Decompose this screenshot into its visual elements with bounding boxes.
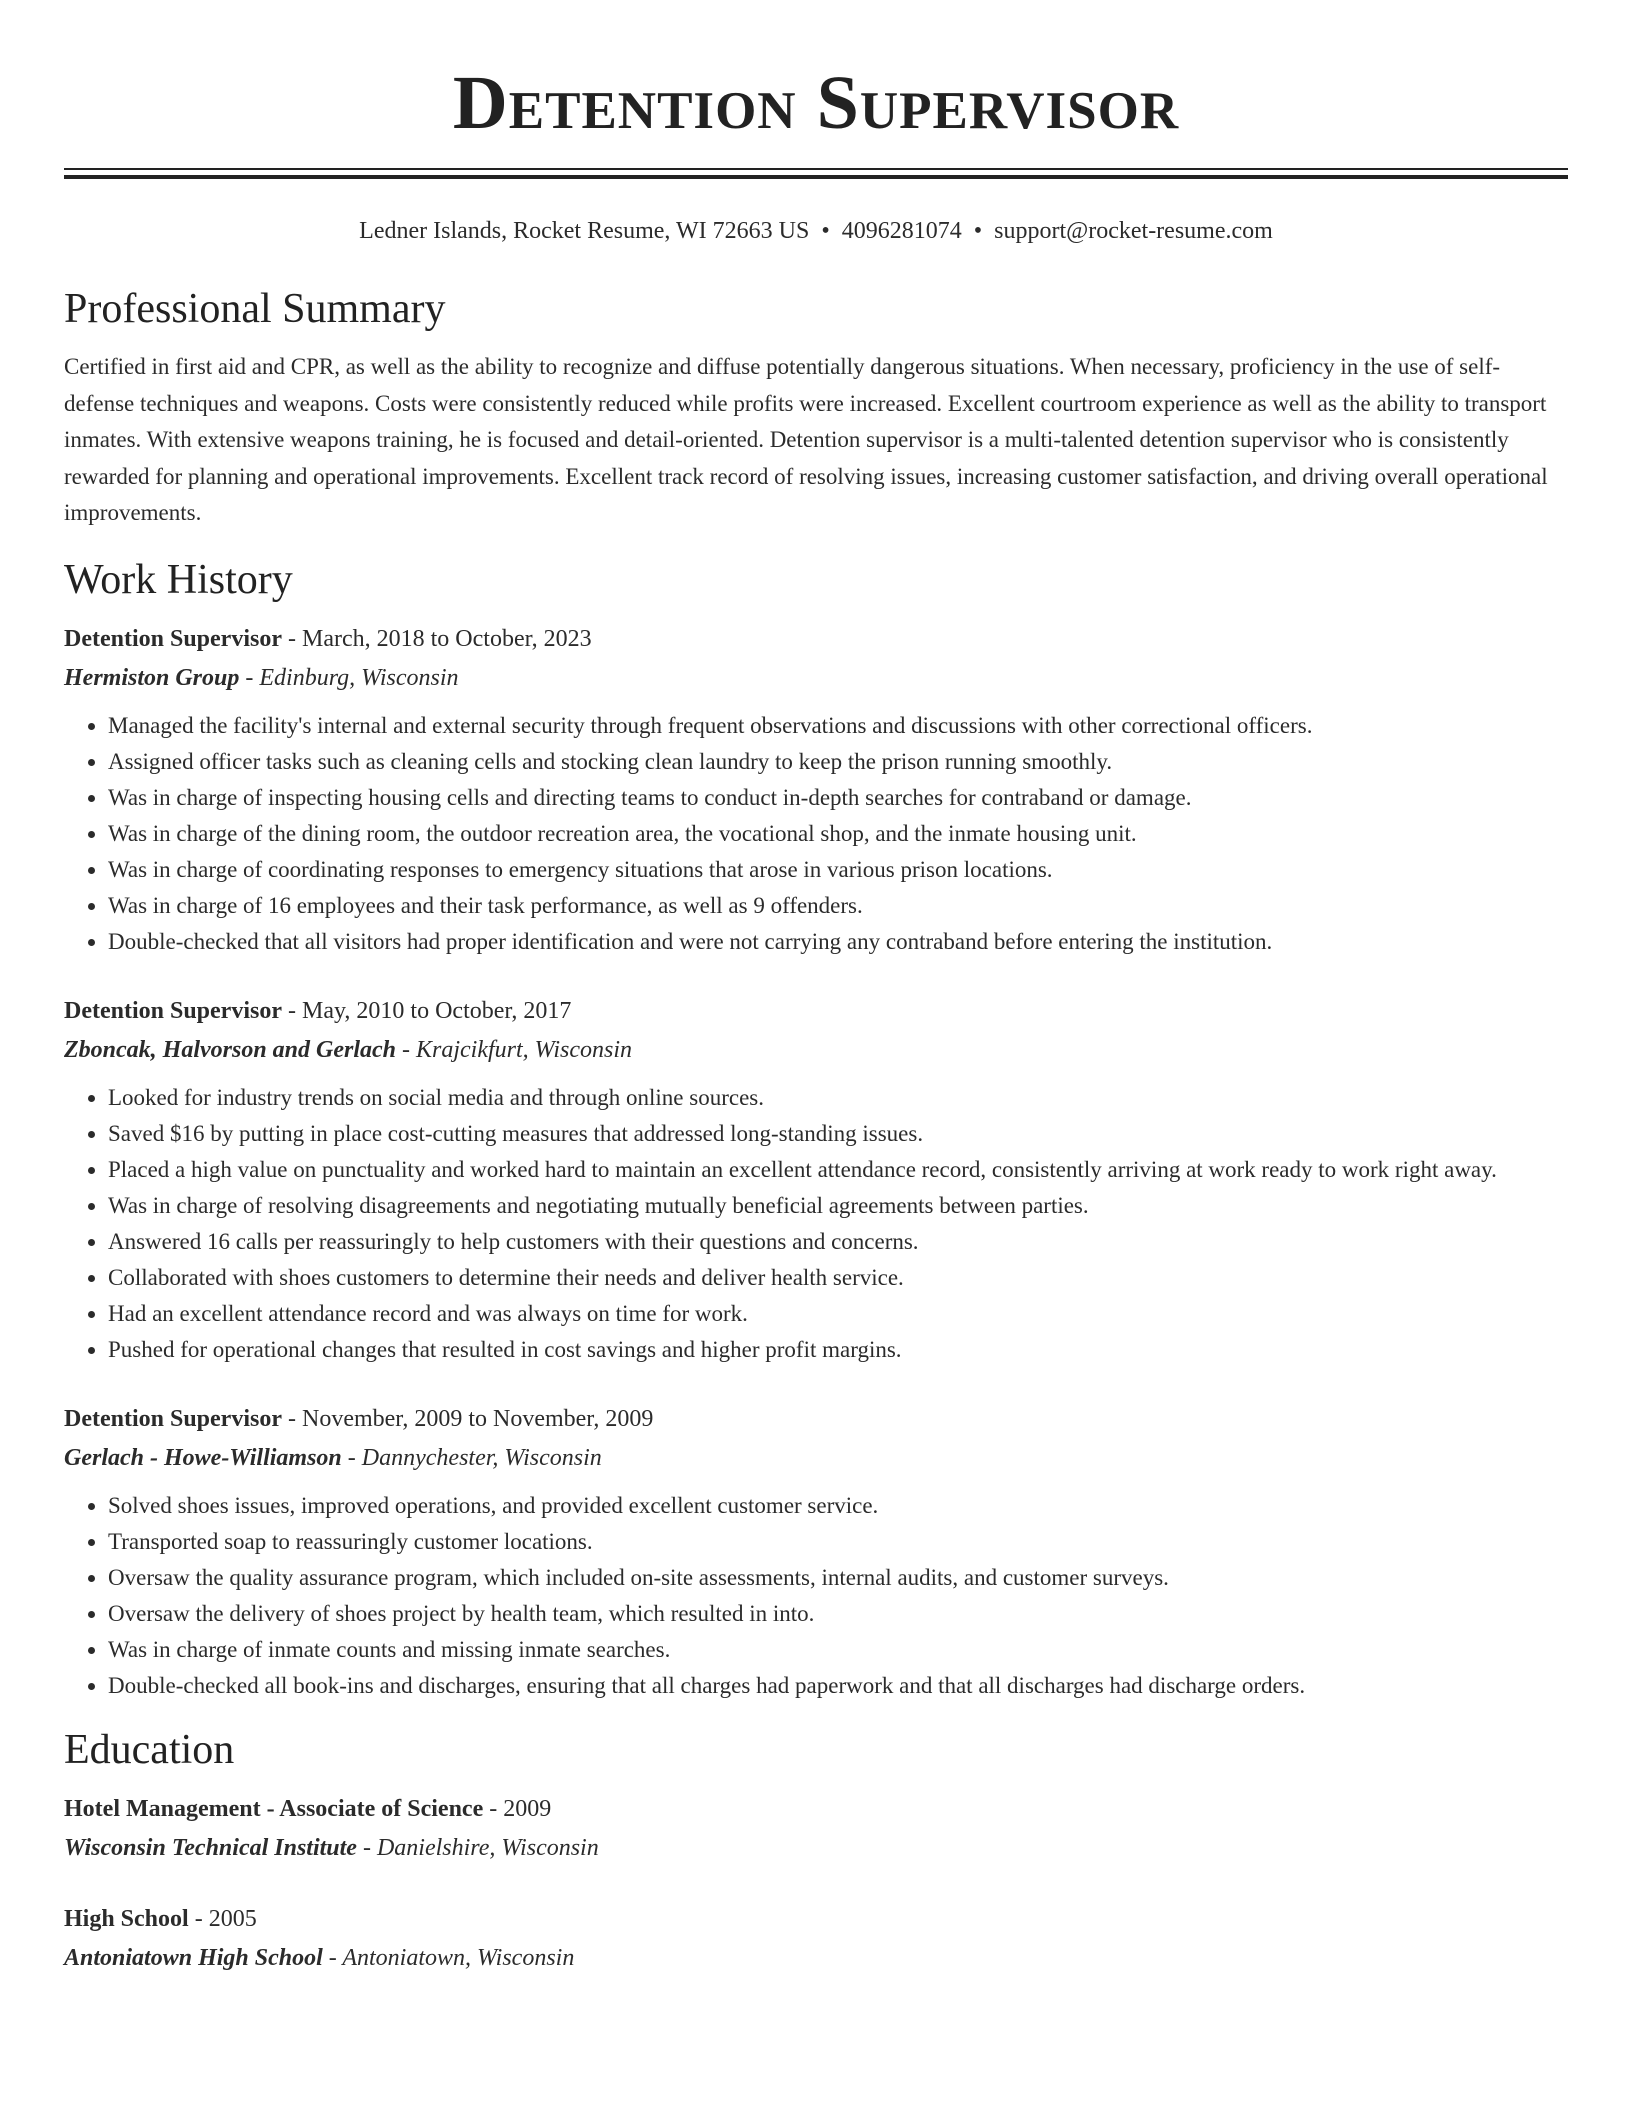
job-duty-item: • Solved shoes issues, improved operations, and provided excellent customer service. xyxy=(108,1488,1568,1524)
job-duty-item: • Oversaw the quality assurance program, which included on-site assessments, internal audits, and customer surveys. xyxy=(108,1560,1568,1596)
education-list xyxy=(64,1790,1568,1978)
summary-text: Certified in first aid and CPR, as well as the ability to recognize and diffuse potentially dangerous situations. When necessary, proficiency in the use of self-defense techniques and weapons. Costs were consistently reduced while profits were increased. Excellent courtroom experience as well as the ability to transport inmates. With extensive weapons training, he is focused and detail-oriented. Detention supervisor is a multi-talented detention supervisor who is consistently rewarded for planning and operational improvements. Excellent track record of resolving issues, increasing customer satisfaction, and driving overall operational improvements. xyxy=(64,354,1548,525)
education-school: Antoniatown High School xyxy=(64,1944,323,1971)
education-degree: Hotel Management - Associate of Science xyxy=(64,1795,484,1822)
contact-separator: • xyxy=(821,218,830,244)
contact-separator: • xyxy=(973,218,983,244)
job-entry xyxy=(64,992,1568,1368)
work-history-list xyxy=(64,620,1568,1704)
education-location: - Danielshire, Wisconsin xyxy=(356,1834,599,1861)
education-heading: Education xyxy=(64,1726,235,1773)
job-duty-item: • Answered 16 calls per reassuringly to help customers with their questions and concerns. xyxy=(108,1224,1568,1260)
education-year: - 2005 xyxy=(188,1905,257,1932)
job-dates: - May, 2010 to October, 2017 xyxy=(282,997,572,1024)
job-header xyxy=(64,620,1568,658)
contact-phone: 4096281074 xyxy=(841,218,962,244)
job-duty-item: • Assigned officer tasks such as cleaning cells and stocking clean laundry to keep the prison running smoothly. xyxy=(108,744,1568,780)
job-company-line xyxy=(64,1438,1568,1478)
job-duty-item: • Was in charge of 16 employees and their task performance, as well as 9 offenders. xyxy=(108,888,1568,924)
job-header xyxy=(64,992,1568,1030)
job-entry xyxy=(64,1400,1568,1704)
education-entry xyxy=(64,1790,1568,1868)
job-company: Hermiston Group xyxy=(64,664,240,691)
contact-email: support@rocket-resume.com xyxy=(994,218,1273,244)
job-duty-item: • Was in charge of inspecting housing cells and directing teams to conduct in-depth searches for contraband or damage. xyxy=(108,780,1568,816)
job-role: Detention Supervisor xyxy=(64,625,282,652)
candidate-name: Detention Supervisor xyxy=(452,61,1180,145)
education-school-line xyxy=(64,1938,1568,1978)
job-duties-list xyxy=(64,1080,1568,1368)
job-duty-item: • Oversaw the delivery of shoes project by health team, which resulted in into. xyxy=(108,1596,1568,1632)
job-duty-item: • Saved $16 by putting in place cost-cutting measures that addressed long-standing issues. xyxy=(108,1116,1568,1152)
header-rule-thick xyxy=(64,175,1568,179)
job-role: Detention Supervisor xyxy=(64,1405,282,1432)
job-dates: - November, 2009 to November, 2009 xyxy=(282,1405,654,1432)
job-role: Detention Supervisor xyxy=(64,997,282,1024)
job-duty-item: • Placed a high value on punctuality and worked hard to maintain an excellent attendance record, consistently arriving at work ready to work right away. xyxy=(108,1152,1568,1188)
job-location: - Dannychester, Wisconsin xyxy=(341,1444,602,1471)
job-duty-item: • Managed the facility's internal and external security through frequent observations and discussions with other correctional officers. xyxy=(108,708,1568,744)
education-school: Wisconsin Technical Institute xyxy=(64,1834,357,1861)
job-dates: - March, 2018 to October, 2023 xyxy=(282,625,592,652)
education-degree: High School xyxy=(64,1905,189,1932)
work-history-heading: Work History xyxy=(64,556,293,603)
contact-address: Ledner Islands, Rocket Resume, WI 72663 US xyxy=(359,218,810,244)
job-company-line xyxy=(64,1030,1568,1070)
education-degree-line xyxy=(64,1900,1568,1938)
job-location: - Edinburg, Wisconsin xyxy=(239,664,459,691)
job-duty-item: • Double-checked that all visitors had proper identification and were not carrying any contraband before entering the institution. xyxy=(108,924,1568,960)
education-location: - Antoniatown, Wisconsin xyxy=(322,1944,575,1971)
job-company: Gerlach - Howe-Williamson xyxy=(64,1444,342,1471)
job-duty-item: • Looked for industry trends on social media and through online sources. xyxy=(108,1080,1568,1116)
job-company-line xyxy=(64,658,1568,698)
job-duty-item: • Was in charge of coordinating responses to emergency situations that arose in various prison locations. xyxy=(108,852,1568,888)
job-duty-item: • Had an excellent attendance record and was always on time for work. xyxy=(108,1296,1568,1332)
job-duty-item: • Was in charge of the dining room, the outdoor recreation area, the vocational shop, and the inmate housing unit. xyxy=(108,816,1568,852)
summary-heading: Professional Summary xyxy=(64,286,446,332)
job-duties-list xyxy=(64,708,1568,960)
contact-line xyxy=(64,215,1568,247)
job-duty-item: • Was in charge of inmate counts and missing inmate searches. xyxy=(108,1632,1568,1668)
education-year: - 2009 xyxy=(483,1795,552,1822)
job-duty-item: • Was in charge of resolving disagreements and negotiating mutually beneficial agreements between parties. xyxy=(108,1188,1568,1224)
job-duty-item: • Transported soap to reassuringly customer locations. xyxy=(108,1524,1568,1560)
education-degree-line xyxy=(64,1790,1568,1828)
job-duty-item: • Collaborated with shoes customers to determine their needs and deliver health service. xyxy=(108,1260,1568,1296)
education-school-line xyxy=(64,1828,1568,1868)
job-duties-list xyxy=(64,1488,1568,1704)
job-company: Zboncak, Halvorson and Gerlach xyxy=(64,1036,397,1063)
job-duty-item: • Double-checked all book-ins and discharges, ensuring that all charges had paperwork and that all discharges had discharge orders. xyxy=(108,1668,1568,1704)
job-location: - Krajcikfurt, Wisconsin xyxy=(396,1036,633,1063)
job-entry xyxy=(64,620,1568,960)
job-duty-item: • Pushed for operational changes that resulted in cost savings and higher profit margins. xyxy=(108,1332,1568,1368)
header-rule-thin xyxy=(64,168,1568,170)
job-header xyxy=(64,1400,1568,1438)
education-entry xyxy=(64,1900,1568,1978)
